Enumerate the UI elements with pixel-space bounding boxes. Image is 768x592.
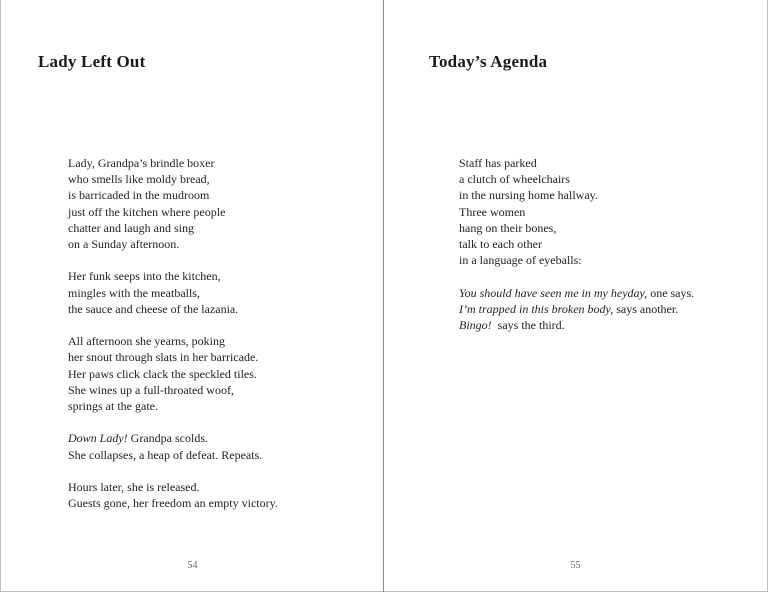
poem-line (68, 430, 278, 446)
line-text: one says. (647, 285, 695, 300)
poem-line: in a language of eyeballs: (459, 253, 582, 268)
poem-line: She collapses, a heap of defeat. Repeats. (68, 447, 263, 462)
line-text: says another. (613, 301, 679, 316)
italic-quote: You should have seen me in my heyday, (459, 285, 648, 300)
poem-title: Lady Left Out (38, 52, 146, 71)
poem-line: Three women (459, 204, 526, 219)
poem-line: is barricaded in the mudroom (68, 188, 210, 203)
poem-line: on a Sunday afternoon. (68, 237, 180, 252)
poem-line (459, 301, 694, 317)
stanza (459, 285, 694, 334)
poem-line: All afternoon she yearns, poking (68, 334, 225, 349)
poem-line: Her paws click clack the speckled tiles. (68, 366, 257, 381)
poem-line: Hours later, she is released. (68, 480, 200, 494)
poem-line: Her funk seeps into the kitchen, (68, 269, 221, 284)
poem-body (68, 155, 278, 528)
poem-line: who smells like moldy bread, (68, 172, 210, 187)
poem-line: hang on their bones, (459, 220, 557, 235)
poem-line: the sauce and cheese of the lazania. (68, 301, 239, 316)
poem-line: She wines up a full-throated woof, (68, 382, 234, 397)
stanza (68, 430, 278, 462)
line-text: Grandpa scolds. (130, 431, 208, 446)
poem-line (459, 285, 694, 301)
poem-line: Lady, Grandpa’s brindle boxer (68, 156, 215, 170)
poem-line: in the nursing home hallway. (459, 188, 598, 203)
italic-quote: Bingo! (459, 318, 492, 333)
line-text: says the third. (491, 318, 565, 333)
stanza (459, 155, 694, 268)
stanza (68, 479, 278, 511)
page-number: 55 (570, 560, 581, 571)
poem-line: Staff has parked (459, 156, 537, 170)
poem-line: mingles with the meatballs, (68, 285, 200, 300)
poem-line: Guests gone, her freedom an empty victory. (68, 496, 278, 511)
poem-title: Today’s Agenda (429, 52, 548, 71)
poem-line: her snout through slats in her barricade. (68, 350, 259, 365)
poem-line: just off the kitchen where people (68, 204, 226, 219)
page-number: 54 (187, 560, 198, 571)
stanza (68, 268, 278, 317)
poem-line (459, 317, 694, 333)
poem-line: a clutch of wheelchairs (459, 172, 570, 187)
stanza (68, 155, 278, 252)
poem-line: springs at the gate. (68, 399, 158, 414)
italic-phrase: Down Lady! (68, 431, 128, 446)
poem-line: talk to each other (459, 237, 542, 252)
poem-line: chatter and laugh and sing (68, 220, 194, 235)
poem-body (459, 155, 694, 349)
stanza (68, 333, 278, 414)
right-page (384, 0, 768, 592)
italic-quote: I’m trapped in this broken body, (459, 301, 614, 316)
